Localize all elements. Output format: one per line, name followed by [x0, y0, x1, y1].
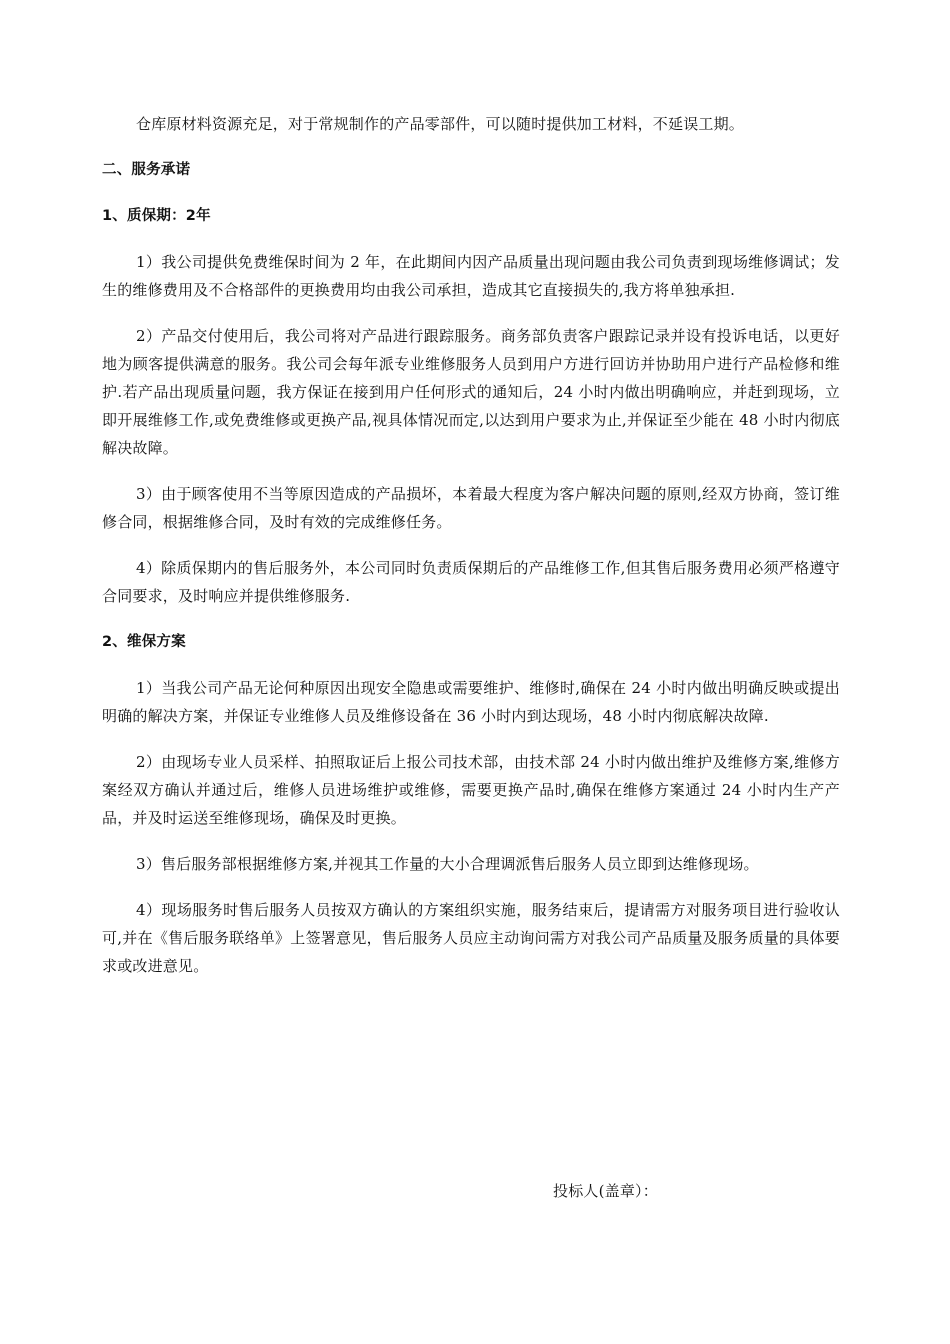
- maintenance-item-3: 3）售后服务部根据维修方案,并视其工作量的大小合理调派售后服务人员立即到达维修现场。: [136, 855, 759, 873]
- bidder-signature-line: 投标人(盖章）：: [553, 1182, 658, 1200]
- maintenance-item-1: 1）当我公司产品无论何种原因出现安全隐患或需要维护、维修时,确保在 24 小时内做出明确反映或提出明确的解决方案，并保证专业维修人员及维修设备在 36 小时内到达现场，48 小时内彻底解决故障.: [102, 679, 840, 725]
- subsection-heading-maintenance: 2、维保方案: [102, 634, 186, 650]
- maintenance-item-2: 2）由现场专业人员采样、拍照取证后上报公司技术部，由技术部 24 小时内做出维护及维修方案,维修方案经双方确认并通过后，维修人员进场维护或维修，需要更换产品时,确保在维修方案通过 24 小时内生产产品，并及时运送至维修现场，确保及时更换。: [102, 753, 840, 827]
- warranty-item-2: 2）产品交付使用后，我公司将对产品进行跟踪服务。商务部负责客户跟踪记录并设有投诉电话，以更好地为顾客提供满意的服务。我公司会每年派专业维修服务人员到用户方进行回访并协助用户进行产品检修和维护.若产品出现质量问题，我方保证在接到用户任何形式的通知后，24 小时内做出明确响应，并赶到现场，立即开展维修工作,或免费维修或更换产品,视具体情况而定,以达到用户要求为止,并保证至少能在 48 小时内彻底解决故障。: [102, 327, 840, 457]
- document-body: [102, 110, 840, 998]
- warranty-item-4: 4）除质保期内的售后服务外，本公司同时负责质保期后的产品维修工作,但其售后服务费用必须严格遵守合同要求，及时响应并提供维修服务.: [102, 559, 840, 605]
- intro-paragraph: 仓库原材料资源充足，对于常规制作的产品零部件，可以随时提供加工材料，不延误工期。: [136, 115, 745, 133]
- subsection-heading-warranty: 1、质保期：2年: [102, 208, 211, 224]
- maintenance-item-4: 4）现场服务时售后服务人员按双方确认的方案组织实施，服务结束后，提请需方对服务项目进行验收认可,并在《售后服务联络单》上签署意见，售后服务人员应主动询问需方对我公司产品质量及服务质量的具体要求或改进意见。: [102, 901, 840, 975]
- section-title-service-commitment: 二、服务承诺: [102, 162, 191, 178]
- warranty-item-1: 1）我公司提供免费维保时间为 2 年，在此期间内因产品质量出现问题由我公司负责到现场维修调试；发生的维修费用及不合格部件的更换费用均由我公司承担，造成其它直接损失的,我方将单独承担.: [102, 253, 840, 299]
- warranty-item-3: 3）由于顾客使用不当等原因造成的产品损坏，本着最大程度为客户解决问题的原则,经双方协商，签订维修合同，根据维修合同，及时有效的完成维修任务。: [102, 485, 840, 531]
